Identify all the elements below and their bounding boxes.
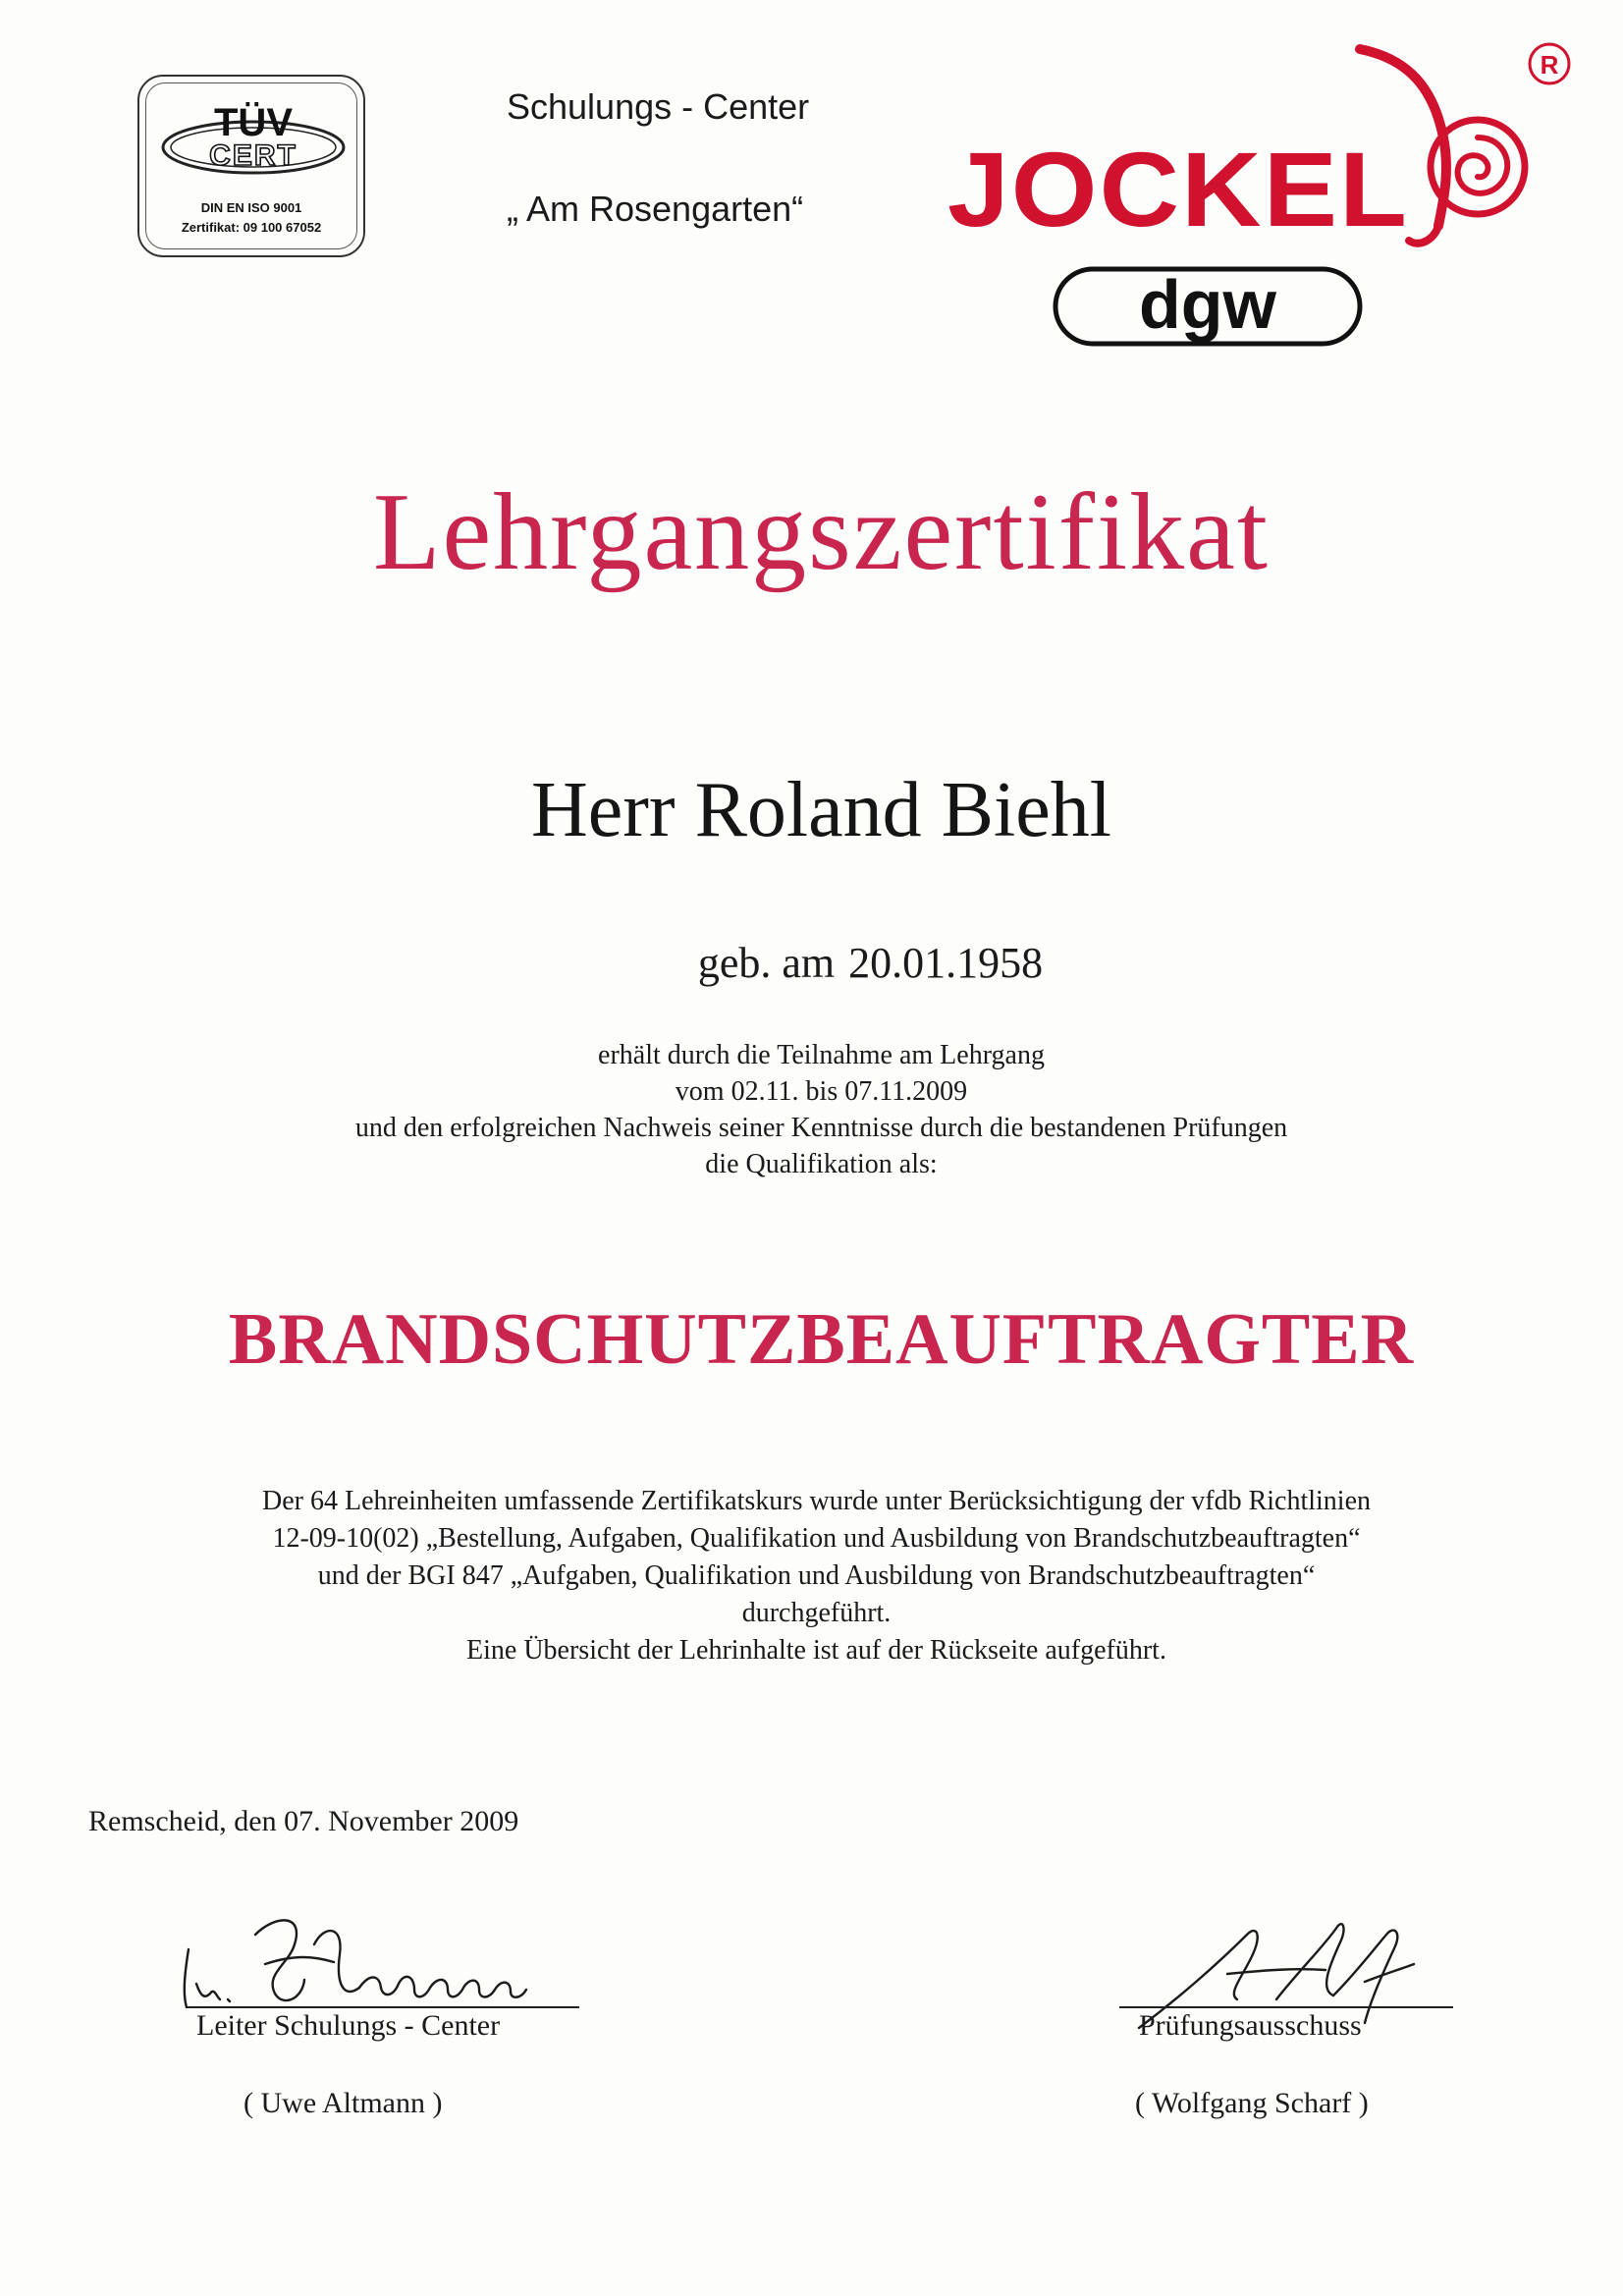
registered-mark-icon [1530, 44, 1569, 83]
qualification-title: BRANDSCHUTZBEAUFTRAGTER [228, 1299, 1415, 1380]
signature-line [187, 2006, 579, 2008]
handwritten-signature-icon [167, 1905, 579, 2013]
description-line: Eine Übersicht der Lehrinhalte ist auf der Rückseite aufgeführt. [466, 1635, 1166, 1666]
recipient-name: Herr Roland Biehl [531, 767, 1111, 853]
signatory-name: ( Uwe Altmann ) [243, 2087, 443, 2119]
intro-line: die Qualifikation als: [705, 1149, 938, 1179]
training-center-name: Schulungs - Center [507, 86, 810, 127]
jockel-dgw-logo [947, 29, 1576, 383]
tuv-certificate-number: Zertifikat: 09 100 67052 [181, 220, 322, 235]
description-line: Der 64 Lehreinheiten umfassende Zertifikatskurs wurde unter Berücksichtigung der vfdb Richtlinien [262, 1486, 1371, 1516]
iso-standard-label: DIN EN ISO 9001 [200, 200, 302, 215]
description-line: durchgeführt. [741, 1598, 892, 1628]
course-description [0, 1483, 1623, 1669]
tuv-emblem-icon [153, 86, 353, 194]
signatory-name: ( Wolfgang Scharf ) [1135, 2087, 1369, 2119]
signatory-role: Leiter Schulungs - Center [196, 2009, 501, 2042]
birth-line [0, 938, 1623, 988]
description-line: und der BGI 847 „Aufgaben, Qualifikation und Ausbildung von Brandschutzbeauftragten“ [317, 1560, 1316, 1591]
svg-text:R: R [1540, 50, 1559, 80]
training-center-location: „ Am Rosengarten“ [507, 189, 804, 229]
description-line: 12-09-10(02) „Bestellung, Aufgaben, Qualifikation und Ausbildung von Brandschutzbeauftragten“ [272, 1523, 1361, 1554]
intro-line: vom 02.11. bis 07.11.2009 [675, 1076, 968, 1107]
dgw-badge [1055, 266, 1360, 344]
birth-date: 20.01.1958 [848, 939, 1044, 987]
intro-line: und den erfolgreichen Nachweis seiner Kenntnisse durch die bestandenen Prüfungen [354, 1113, 1288, 1143]
signature-line [1119, 2006, 1453, 2008]
intro-line: erhält durch die Teilnahme am Lehrgang [598, 1040, 1045, 1070]
tuv-cert-logo [137, 75, 365, 257]
signatory-role: Prüfungsausschuss [1139, 2009, 1362, 2042]
dgw-wordmark: dgw [1139, 266, 1276, 343]
birth-label: geb. am [697, 939, 836, 987]
place-and-date: Remscheid, den 07. November 2009 [88, 1805, 519, 1837]
cert-logo-text: CERT [209, 139, 298, 172]
certificate-title: Lehrgangszertifikat [373, 471, 1270, 593]
jockel-wordmark: JOCKEL [947, 130, 1409, 248]
tuv-logo-text: TÜV [214, 101, 293, 144]
intro-paragraph [0, 1037, 1623, 1182]
